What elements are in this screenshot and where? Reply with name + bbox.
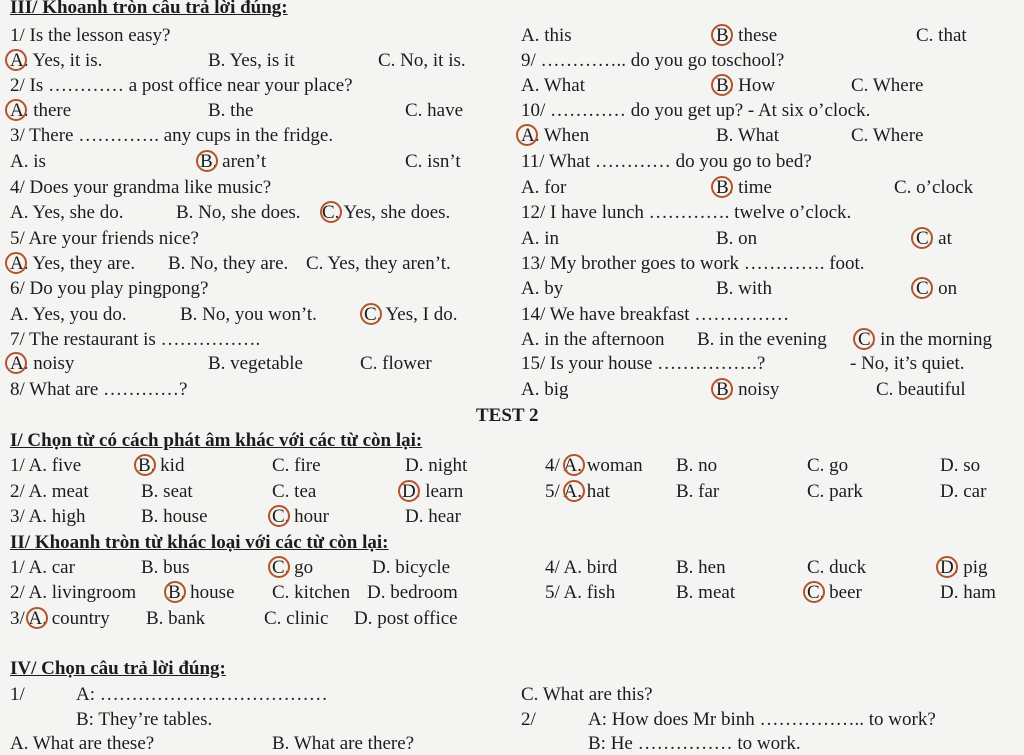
line-k2c: C. kitchen bbox=[272, 582, 351, 603]
line-p3d: D. hear bbox=[405, 506, 461, 527]
line-q10a: A. When bbox=[521, 125, 590, 146]
line-k1b: B. bus bbox=[141, 557, 190, 578]
line-hd4: IV/ Chọn câu trả lời đúng: bbox=[10, 658, 226, 679]
line-p4: 4/ A. woman bbox=[545, 455, 643, 476]
line-k1c: C. go bbox=[272, 557, 314, 578]
line-p5c: C. park bbox=[807, 481, 863, 502]
line-p3: 3/ A. high bbox=[10, 506, 86, 527]
line-q9c: C. Where bbox=[851, 75, 924, 96]
line-q15r: - No, it’s quiet. bbox=[850, 353, 965, 374]
line-k5c: C. beer bbox=[807, 582, 862, 603]
line-k2b: B. house bbox=[168, 582, 235, 603]
line-q14b: B. in the evening bbox=[697, 329, 827, 350]
line-q12b: B. on bbox=[716, 228, 758, 249]
line-p3b: B. house bbox=[141, 506, 208, 527]
line-q7c: C. flower bbox=[360, 353, 432, 374]
line-q9a: A. What bbox=[521, 75, 586, 96]
line-q4c: C. Yes, she does. bbox=[322, 202, 451, 223]
line-q5c: C. Yes, they aren’t. bbox=[306, 253, 451, 274]
line-k3: 3/ A. country bbox=[10, 608, 110, 629]
line-k4d: D. pig bbox=[940, 557, 988, 578]
line-q1c: C. No, it is. bbox=[378, 50, 466, 71]
line-k3c: C. clinic bbox=[264, 608, 329, 629]
line-q11c: C. o’clock bbox=[894, 177, 974, 198]
line-q3c: C. isn’t bbox=[405, 151, 461, 172]
line-q1a: A. Yes, it is. bbox=[10, 50, 103, 71]
line-q13: 13/ My brother goes to work …………. foot. bbox=[521, 253, 865, 274]
line-q14: 14/ We have breakfast …………… bbox=[521, 304, 790, 325]
line-k4b: B. hen bbox=[676, 557, 726, 578]
line-q5: 5/ Are your friends nice? bbox=[10, 228, 199, 249]
line-q5a: A. Yes, they are. bbox=[10, 253, 136, 274]
line-q7a: A. noisy bbox=[10, 353, 75, 374]
line-q12: 12/ I have lunch …………. twelve o’clock. bbox=[521, 202, 852, 223]
line-p5: 5/ A. hat bbox=[545, 481, 610, 502]
line-p4b: B. no bbox=[676, 455, 718, 476]
line-q8: 8/ What are …………? bbox=[10, 379, 188, 400]
line-k1: 1/ A. car bbox=[10, 557, 75, 578]
line-hd2: II/ Khoanh tròn từ khác loại với các từ còn lại: bbox=[10, 532, 389, 553]
line-q15c: C. beautiful bbox=[876, 379, 966, 400]
line-k1d: D. bicycle bbox=[372, 557, 451, 578]
line-q4b: B. No, she does. bbox=[176, 202, 301, 223]
line-q11a: A. for bbox=[521, 177, 567, 198]
line-q10c: C. Where bbox=[851, 125, 924, 146]
line-c2b: B: He …………… to work. bbox=[588, 733, 801, 754]
line-test2: TEST 2 bbox=[476, 405, 539, 426]
line-k3d: D. post office bbox=[354, 608, 458, 629]
line-q6a: A. Yes, you do. bbox=[10, 304, 127, 325]
line-q2c: C. have bbox=[405, 100, 464, 121]
line-q5b: B. No, they are. bbox=[168, 253, 289, 274]
line-q10b: B. What bbox=[716, 125, 779, 146]
line-k5b: B. meat bbox=[676, 582, 736, 603]
line-q4a: A. Yes, she do. bbox=[10, 202, 124, 223]
line-q1b: B. Yes, is it bbox=[208, 50, 295, 71]
line-q7: 7/ The restaurant is ……………. bbox=[10, 329, 261, 350]
line-q3: 3/ There …………. any cups in the fridge. bbox=[10, 125, 334, 146]
line-c1: 1/ bbox=[10, 684, 25, 705]
line-p5d: D. car bbox=[940, 481, 987, 502]
line-p4d: D. so bbox=[940, 455, 981, 476]
line-k4c: C. duck bbox=[807, 557, 867, 578]
line-q15b: B. noisy bbox=[716, 379, 780, 400]
line-q3b: B. aren’t bbox=[200, 151, 267, 172]
line-q9b: B. How bbox=[716, 75, 776, 96]
line-q14c: C. in the morning bbox=[858, 329, 993, 350]
line-hd3: III/ Khoanh tròn câu trả lời đúng: bbox=[10, 0, 288, 18]
line-q12c: C. at bbox=[916, 228, 952, 249]
line-c2: 2/ bbox=[521, 709, 536, 730]
line-k4: 4/ A. bird bbox=[545, 557, 618, 578]
line-q12a: A. in bbox=[521, 228, 559, 249]
line-c1b: B: They’re tables. bbox=[76, 709, 213, 730]
line-q14a: A. in the afternoon bbox=[521, 329, 665, 350]
line-p1d: D. night bbox=[405, 455, 468, 476]
line-p2d: D. learn bbox=[402, 481, 464, 502]
line-q11b: B. time bbox=[716, 177, 772, 198]
line-q6b: B. No, you won’t. bbox=[180, 304, 317, 325]
line-k2d: D. bedroom bbox=[367, 582, 458, 603]
line-q2b: B. the bbox=[208, 100, 254, 121]
line-p1b: B. kid bbox=[138, 455, 185, 476]
line-p3c: C. hour bbox=[272, 506, 329, 527]
line-q2a: A. there bbox=[10, 100, 72, 121]
line-p1: 1/ A. five bbox=[10, 455, 82, 476]
line-p4c: C. go bbox=[807, 455, 849, 476]
line-c2a: A: How does Mr binh …………….. to work? bbox=[588, 709, 936, 730]
line-q7b: B. vegetable bbox=[208, 353, 303, 374]
line-q9: 9/ ………….. do you go toschool? bbox=[521, 50, 785, 71]
line-q13c: C. on bbox=[916, 278, 958, 299]
line-c1c: C. What are this? bbox=[521, 684, 653, 705]
line-q15: 15/ Is your house …………….? bbox=[521, 353, 766, 374]
line-q4: 4/ Does your grandma like music? bbox=[10, 177, 272, 198]
line-c1x: A. What are these? bbox=[10, 733, 155, 754]
line-k2: 2/ A. livingroom bbox=[10, 582, 137, 603]
line-p5b: B. far bbox=[676, 481, 720, 502]
line-q6c: C. Yes, I do. bbox=[364, 304, 458, 325]
line-r1b: B. these bbox=[716, 25, 778, 46]
line-q1: 1/ Is the lesson easy? bbox=[10, 25, 171, 46]
line-q6: 6/ Do you play pingpong? bbox=[10, 278, 209, 299]
line-c1y: B. What are there? bbox=[272, 733, 415, 754]
line-k3b: B. bank bbox=[146, 608, 206, 629]
line-p2: 2/ A. meat bbox=[10, 481, 89, 502]
line-q2: 2/ Is ………… a post office near your place? bbox=[10, 75, 353, 96]
line-hd1: I/ Chọn từ có cách phát âm khác với các từ còn lại: bbox=[10, 430, 423, 451]
line-q3a: A. is bbox=[10, 151, 46, 172]
line-r1c: C. that bbox=[916, 25, 967, 46]
line-k5d: D. ham bbox=[940, 582, 996, 603]
line-p2b: B. seat bbox=[141, 481, 193, 502]
line-q11: 11/ What ………… do you go to bed? bbox=[521, 151, 812, 172]
line-c1a: A: ……………………………… bbox=[76, 684, 328, 705]
line-q15a: A. big bbox=[521, 379, 569, 400]
line-q13b: B. with bbox=[716, 278, 772, 299]
line-p2c: C. tea bbox=[272, 481, 317, 502]
line-k5: 5/ A. fish bbox=[545, 582, 616, 603]
line-r1a: A. this bbox=[521, 25, 572, 46]
line-q10: 10/ ………… do you get up? - At six o’clock. bbox=[521, 100, 871, 121]
line-q13a: A. by bbox=[521, 278, 564, 299]
line-p1c: C. fire bbox=[272, 455, 321, 476]
